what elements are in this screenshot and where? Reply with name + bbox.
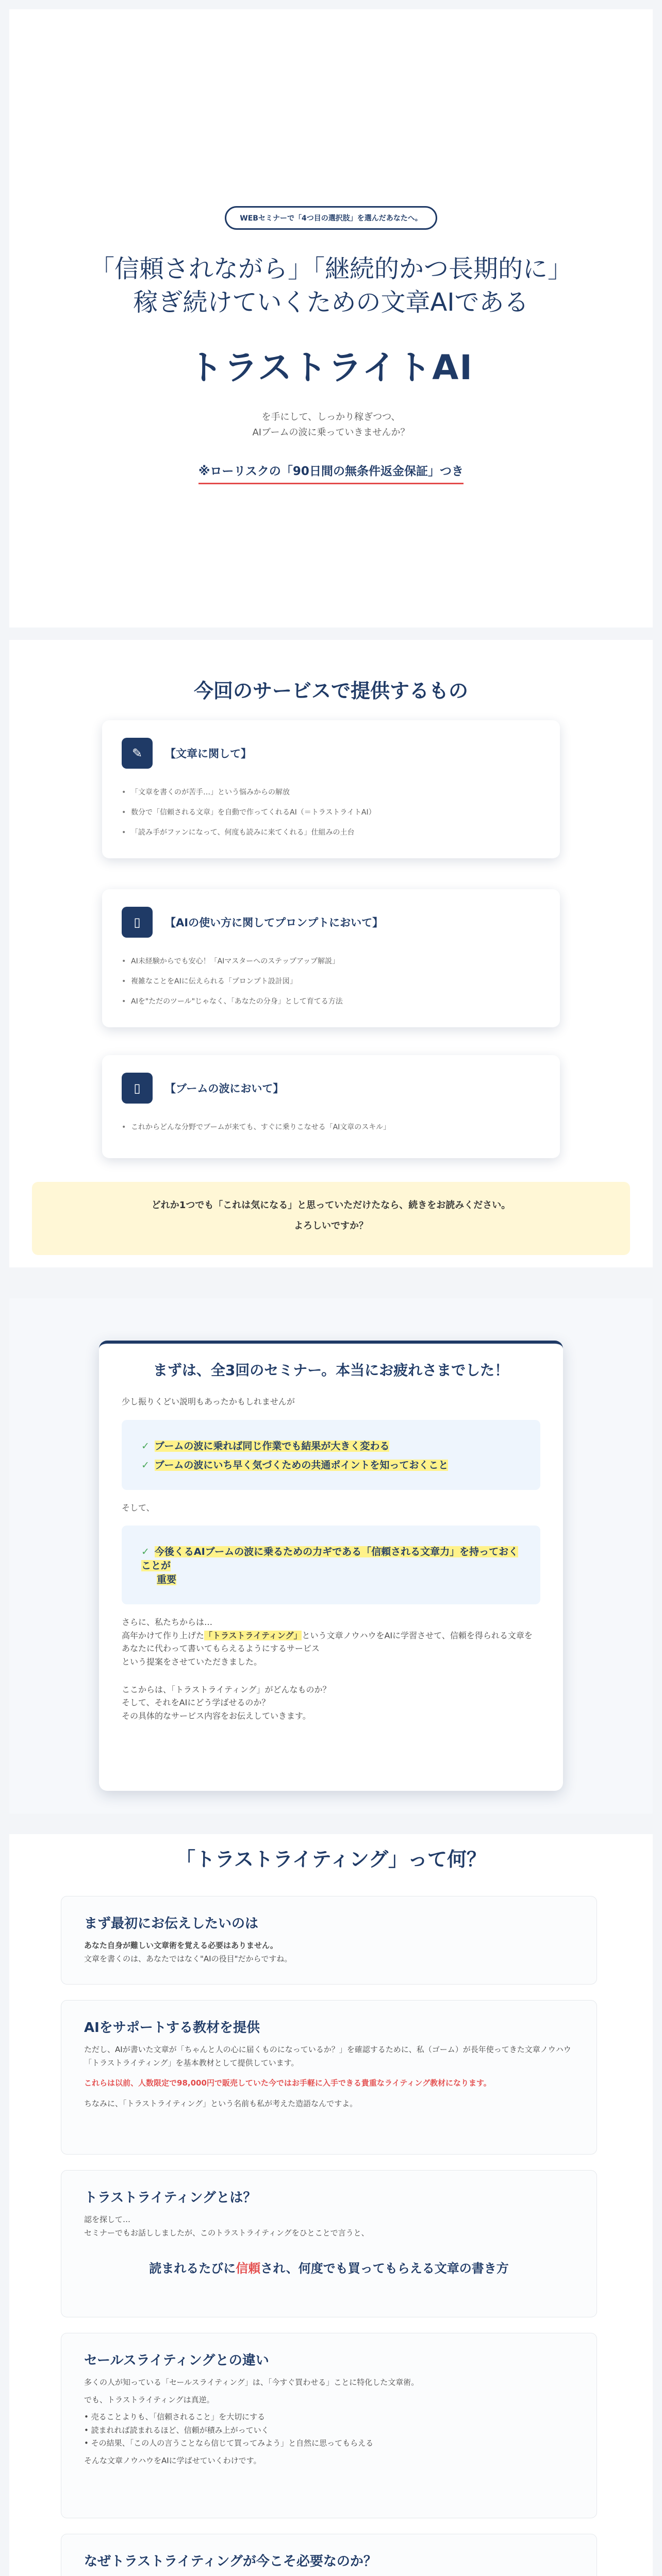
seminar-text: という提案をさせていただきました。 (122, 1656, 262, 1667)
service-item: • 「文章を書くのが苦手…」という悩みからの解放 (122, 787, 540, 798)
check-icon: ✓ (141, 1546, 150, 1558)
bullet-text: 読まれれば読まれるほど、信頼が積み上がっていく (91, 2425, 269, 2435)
seminar-text: その具体的なサービス内容をお伝えしていきます。 (122, 1710, 311, 1721)
hero-product-title: トラストライトAI (189, 347, 473, 387)
card-text: セミナーでもお話ししましたが、このトラストライティングをひとことで言うと、 (84, 2228, 369, 2238)
hero-headline (9, 252, 653, 319)
bullet-item: • 売ることよりも、「信頼されること」を大切にする (84, 2412, 266, 2421)
card-heading: AIをサポートする教材を提供 (84, 2020, 260, 2036)
info-card-first (61, 1896, 597, 1985)
service-card-heading: 【ブームの波において】 (165, 1082, 284, 1095)
hero-subtext (9, 410, 653, 441)
service-item: • 複雑なことをAIに伝えられる「プロンプト設計図」 (122, 976, 540, 987)
seminar-card (99, 1341, 563, 1791)
seminar-text-part: という文章ノウハウをAIに学習させて、信頼を得られる文章を (302, 1630, 533, 1640)
callout-line1: どれか1つでも「これは気になる」と思っていただけたなら、続きをお読みください。 (151, 1200, 511, 1211)
services-title: 今回のサービスで提供するもの (193, 680, 468, 702)
bullet-text: その結果、「この人の言うことなら信じて買ってみよう」と自然に思ってもらえる (91, 2438, 374, 2448)
seminar-text: そして、それをAIにどう学ばせるのか？ (122, 1698, 270, 1708)
service-item: • 数分で「信頼される文章」を自動で作ってくれるAI（＝トラストライトAI） (122, 807, 540, 818)
service-card-boom (102, 1055, 560, 1158)
key-points-box (122, 1420, 540, 1490)
check-icon: ✓ (141, 1459, 150, 1471)
check-icon: ✓ (141, 1440, 150, 1452)
callout-line2: よろしいですか？ (294, 1220, 368, 1231)
trust-title: 「トラストライティング」って何？ (176, 1848, 486, 1871)
check-text: 今後くるAIブームの波に乗るための力ギである「信頼される文章力」を持っておくことが (141, 1546, 519, 1572)
info-card-materials (61, 2000, 597, 2155)
service-card-writing (102, 720, 560, 858)
definition-part: 読まれるたびに (149, 2261, 236, 2276)
card-text: 文章を書くのは、あなたではなく"AIの役目"だからですね。 (84, 1954, 292, 1963)
card-heading: トラストライティングとは？ (84, 2190, 257, 2206)
seminar-text: さらに、私たちからは… (122, 1617, 213, 1628)
bullet-item: • 読まれれば読まれるほど、信頼が積み上がっていく (84, 2425, 269, 2435)
services-section (9, 640, 653, 1267)
check-item (141, 1544, 521, 1586)
hero-subtext-line2: AIブームの波に乗っていきませんか？ (252, 427, 410, 438)
card-text: 認を探して… (84, 2215, 131, 2224)
info-card-why-now (61, 2534, 597, 2576)
service-card-heading: 【文章に関して】 (165, 748, 252, 760)
hero-badge: WEBセミナーで「4つ目の選択肢」を選んだあなたへ。 (225, 206, 437, 230)
card-text: ちなみに、「トラストライティング」という名前も私が考えた造語なんですよ。 (84, 2098, 358, 2108)
service-card-heading: 【AIの使い方に関してプロンプトにおいて】 (165, 917, 384, 929)
card-heading: セールスライティングとの違い (84, 2353, 269, 2368)
card-text: でも、トラストライティングは真逆。 (84, 2395, 214, 2404)
hero-headline-line1: 「信頼されながら」「継続的かつ長期的に」 (89, 255, 572, 283)
service-item: • AIを"ただのツール"じゃなく、「あなたの分身」として育てる方法 (122, 996, 540, 1007)
seminar-title: まずは、全3回のセミナー。本当にお疲れさまでした！ (153, 1362, 509, 1379)
phone-icon: ▯ (122, 907, 153, 938)
seminar-text-part: 高年かけて作り上げた (122, 1630, 205, 1640)
definition-statement (84, 2258, 574, 2276)
guarantee-note: ※ローリスクの「90日間の無条件返金保証」つき (198, 462, 464, 484)
pencil-icon: ✎ (122, 738, 153, 769)
bullet-text: 売ることよりも、「信頼されること」を大切にする (91, 2412, 266, 2421)
seminar-text (122, 1629, 540, 1642)
seminar-soshite: そして、 (122, 1502, 155, 1513)
card-text: 多くの人が知っている「セールスライティング」は、「今すぐ買わせる」ことに特化した文章術。 (84, 2378, 419, 2387)
check-text: ブームの波に乗れば同じ作業でも結果が大きく変わる (154, 1440, 390, 1452)
seminar-highlight: 「トラストライティング」 (204, 1630, 302, 1640)
info-card-difference (61, 2333, 597, 2518)
seminar-section (9, 1298, 653, 1814)
card-red-text: これらは以前、人数限定で98,000円で販売していた今ではお手軽に入手できる貴重なライティング教材になります。 (84, 2078, 491, 2088)
service-item: • これからどんな分野でブームが来ても、すぐに乗りこなせる「AI文章のスキル」 (122, 1122, 540, 1133)
card-heading: なぜトラストライティングが今こそ必要なのか？ (84, 2554, 377, 2569)
bullet-item: • その結果、「この人の言うことなら信じて買ってみよう」と自然に思ってもらえる (84, 2438, 374, 2448)
service-item: • 「読み手がファンになって、何度も読みに来てくれる」仕組みの土台 (122, 827, 540, 838)
hero-section (9, 9, 653, 628)
service-card-ai-prompt (102, 889, 560, 1027)
continue-reading-callout (32, 1182, 630, 1255)
service-item: • AI未経験からでも安心！「AIマスターへのステップアップ解説」 (122, 956, 540, 967)
card-text: そんな文章ノウハウをAIに学ばせていくわけです。 (84, 2455, 261, 2465)
hero-headline-line2: 稼ぎ続けていくための文章AIである (133, 287, 529, 317)
definition-red: 信頼 (236, 2261, 261, 2276)
check-item (141, 1458, 521, 1471)
check-text: ブームの波にいち早く気づくための共通ポイントを知っておくこと (154, 1459, 449, 1471)
card-heading: まず最初にお伝えしたいのは (84, 1916, 259, 1931)
seminar-text: あなたに代わって書いてもらえるようにするサービス (122, 1643, 320, 1654)
key-point-trust-box (122, 1526, 540, 1604)
check-text-cont: 重要 (157, 1574, 177, 1586)
seminar-intro: 少し振りくどい説明もあったかもしれませんが (122, 1397, 295, 1406)
seminar-text: ここからは、「トラストライティング」がどんなものか？ (122, 1684, 331, 1694)
info-card-definition (61, 2170, 597, 2317)
check-item (141, 1438, 521, 1452)
hero-subtext-line1: を手にして、しっかり稼ぎつつ、 (261, 411, 401, 422)
trust-writing-section (9, 1834, 653, 2576)
card-text: ただし、AIが書いた文章が「ちゃんと人の心に届くものになっているか？」を確認するために、私（ゴーム）が長年使ってきた文章ノウハウ「トラストライティング」を基本教材として提供しています。 (84, 2045, 571, 2067)
card-text: あなた自身が難しい文章術を覚える必要はありません。 (84, 1941, 278, 1950)
definition-part: され、何度でも買ってもらえる文章の書き方 (260, 2261, 509, 2276)
phone-icon: ▯ (122, 1073, 153, 1104)
